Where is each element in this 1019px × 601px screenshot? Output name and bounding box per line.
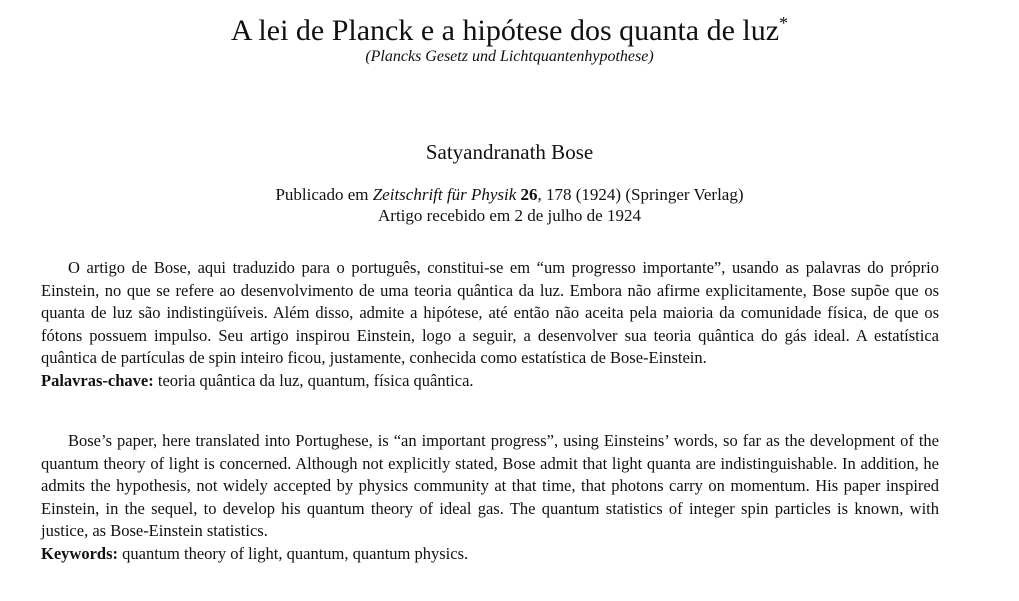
publication-prefix: Publicado em bbox=[275, 185, 373, 204]
received-date: Artigo recebido em 2 de julho de 1924 bbox=[378, 206, 641, 225]
publication-details: , 178 (1924) (Springer Verlag) bbox=[537, 185, 744, 204]
paper-title bbox=[0, 12, 1019, 50]
title-footnote-mark: * bbox=[779, 13, 789, 33]
journal-name: Zeitschrift für Physik bbox=[372, 185, 517, 204]
keywords-english bbox=[41, 544, 468, 563]
keywords-portuguese-label: Palavras-chave: bbox=[41, 370, 154, 390]
journal-volume: 26 bbox=[520, 185, 538, 204]
paper-title-text: A lei de Planck e a hipótese dos quanta de luz bbox=[230, 14, 780, 47]
keywords-english-label: Keywords: bbox=[41, 543, 118, 563]
paper-subtitle: (Plancks Gesetz und Lichtquantenhypothese) bbox=[365, 48, 654, 65]
abstract-portuguese-text: O artigo de Bose, aqui traduzido para o português, constitui-se em “um progresso importante”, usando as palavras do próprio Einstein, no que se refere ao desenvolvimento de uma teoria quântica da luz. Embora não afirme explicitamente, Bose supõe que os quanta de luz são indistingüíveis. Além disso, admite a hipótese, até então não aceita pela maioria da comunidade física, de que os fótons possuem impulso. Seu artigo inspirou Einstein, logo a seguir, a desenvolver sua teoria quântica do gás ideal. A estatística quântica de partículas de spin inteiro ficou, justamente, conhecida como estatística de Bose-Einstein. bbox=[41, 258, 939, 367]
abstract-english-text: Bose’s paper, here translated into Portughese, is “an important progress”, using Einsteins’ words, so far as the development of the quantum theory of light is concerned. Although not explicitly stated, Bose admit that light quanta are indistinguishable. In addition, he admits the hypothesis, not widely accepted by physics community at that time, that photons carry on momentum. His paper inspired Einstein, in the sequel, to develop his quantum theory of ideal gas. The quantum statistics of integer spin particles is known, with justice, as Bose-Einstein statistics. bbox=[41, 431, 939, 540]
abstract-portuguese bbox=[41, 257, 939, 392]
keywords-portuguese-list: teoria quântica da luz, quantum, física quântica. bbox=[153, 370, 474, 390]
publication-line bbox=[0, 184, 1019, 205]
author-name: Satyandranath Bose bbox=[425, 140, 594, 164]
keywords-english-list: quantum theory of light, quantum, quantum physics. bbox=[118, 543, 469, 563]
keywords-portuguese bbox=[41, 371, 474, 390]
abstract-english bbox=[41, 430, 939, 565]
publication-info bbox=[0, 184, 1019, 226]
